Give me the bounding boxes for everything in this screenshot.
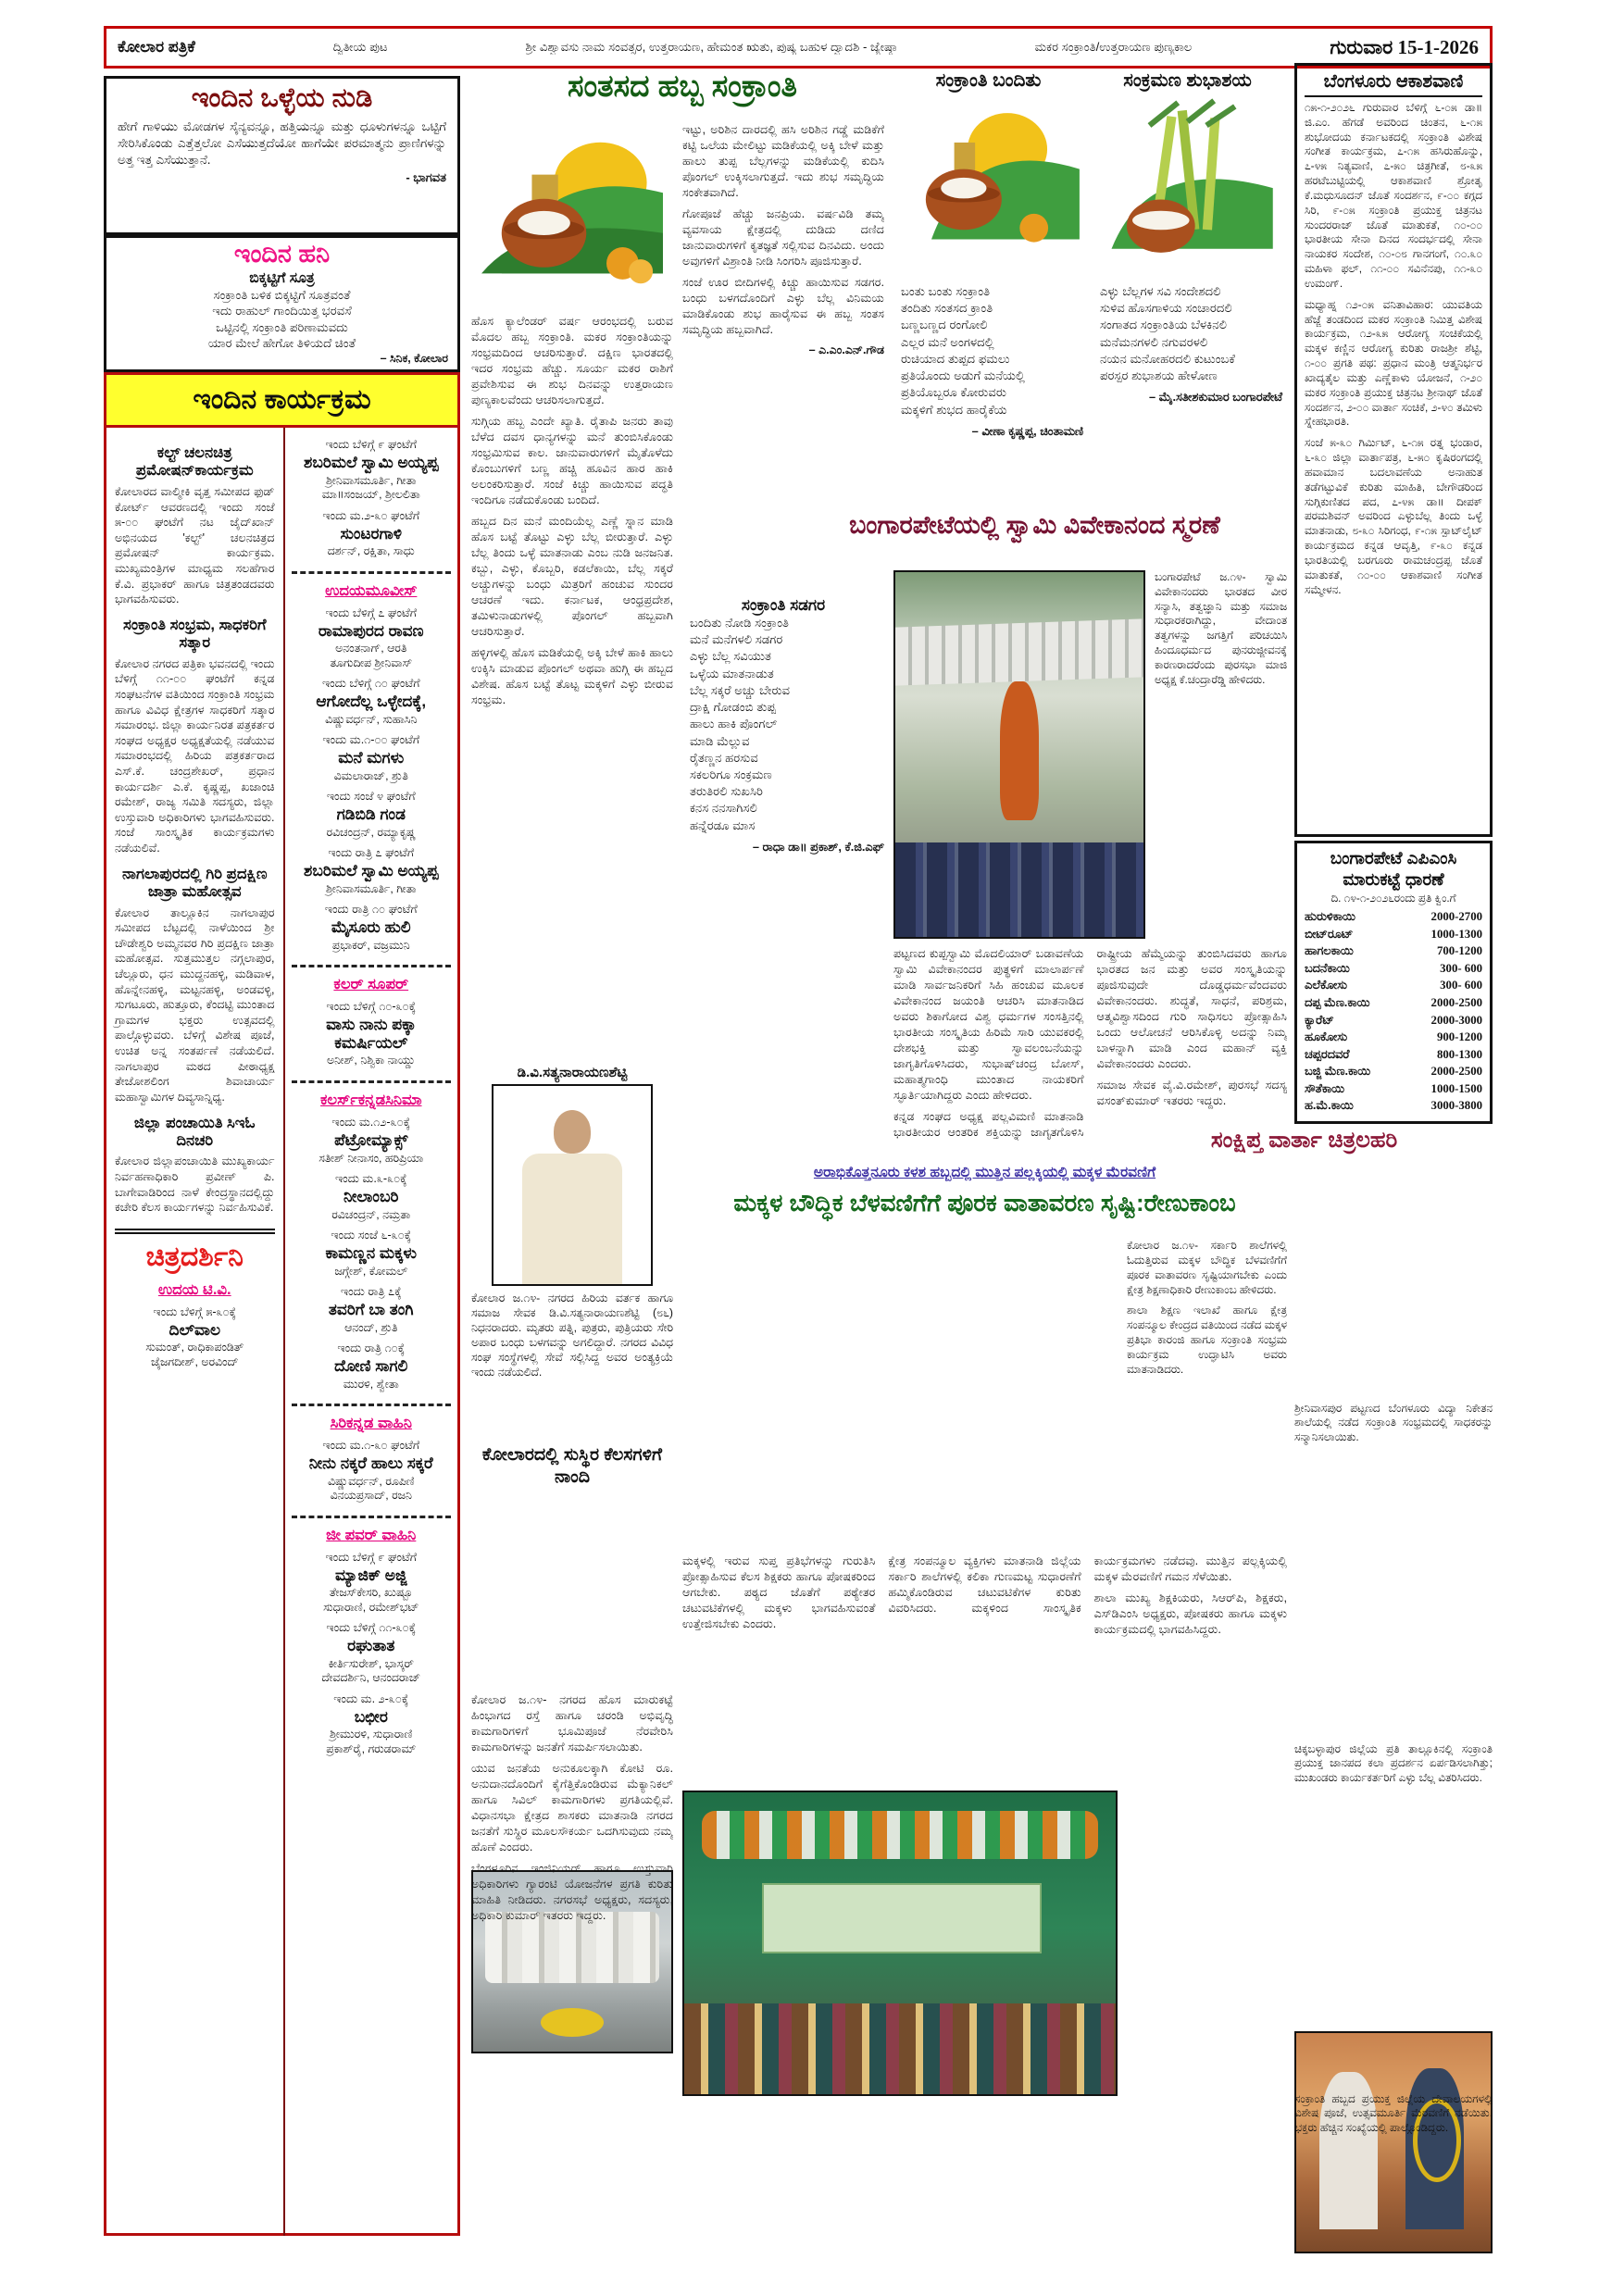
tv-show-time: ಇಂದು ಬೆಳಿಗ್ಗೆ ೫-೩೦ಕ್ಕೆ [153, 1304, 237, 1318]
story-paragraph: ಬಂಗಾರಪೇಟೆ ಜ.೧೪- ಸ್ವಾಮಿ ವಿವೇಕಾನಂದರು ಭಾರತದ ವೀರ ಸನ್ಯಾಸಿ, ತತ್ವಜ್ಞಾನಿ ಮತ್ತು ಸಮಾಜ ಸುಧಾರಕರಾಗಿದ್ದು, ವೇದಾಂತ ತತ್ವಗಳನ್ನು ಜಗತ್ತಿಗೆ ಪರಿಚಯಿಸಿ ಹಿಂದೂಧರ್ಮದ ಪುನರುಜ್ಜೀವನಕ್ಕೆ ಕಾರಣರಾದರೆಂದು ಪುರಸಭಾ ಮಾಜಿ ಅಧ್ಯಕ್ಷ ಕೆ.ಚಂದ್ರಾರೆಡ್ಡಿ ಹೇಳಿದರು. [1155, 570, 1287, 686]
radio-paragraph: ಮಧ್ಯಾಹ್ನ ೧೨-೦೫ ವನಿತಾವಿಹಾರ: ಯುವತಿಯ ಹೆಜ್ಜೆ ತಂಡದಿಂದ ಮಕರ ಸಂಕ್ರಾಂತಿ ನಿಮಿತ್ತ ವಿಶೇಷ ಕಾರ್ಯಕ್ರಮ, ೧೨-೩೫ ಆರೋಗ್ಯ ಸಂಚಿಕೆಯಲ್ಲಿ ಮಕ್ಕಳ ಕಣ್ಣಿನ ಆರೋಗ್ಯ ಕುರಿತು ರಾಜಶ್ರೀ ಶೆಟ್ಟಿ, ೧-೦೦ ಪ್ರಗತಿ ಪಥ: ಪ್ರಧಾನ ಮಂತ್ರಿ ಆತ್ಮನಿರ್ಭರ ಖಾದ್ಯತೈಲ ಮತ್ತು ಎಣ್ಣೆಕಾಳು ಯೋಜನೆ, ೧-೨೦ ಮಕರ ಸಂಕ್ರಾಂತಿ ಪ್ರಯುಕ್ತ ಚಿತ್ರನಟ ಶ್ರೀನಾಥ್ ಜೊತೆ ಸಂದರ್ಶನ, ೨-೦೦ ವಾರ್ತಾ ಸಂಚಿಕೆ, ೨-೪೦ ತಮಿಳು ಸ್ನೇಹಭಾರತಿ. [1305, 297, 1482, 429]
poem-line: ಮಕ್ಕಳಿಗೆ ಶುಭದ ಹಾರೈಕೆಯ [901, 402, 1007, 417]
story-kicker: ಅರಾಭಿಕೊತ್ತನೂರು ಕಳಶ ಹಬ್ಬದಲ್ಲಿ ಮುತ್ತಿನ ಪಲ್ಲಕ್ಕಿಯಲ್ಲಿ ಮಕ್ಕಳ ಮೆರವಣಿಗೆ [813, 1165, 1156, 1180]
story-paragraph: ಕೋಲಾರ ಜ.೧೪- ನಗರದ ಹೊಸ ಮಾರುಕಟ್ಟೆ ಹಿಂಭಾಗದ ರಸ್ತೆ ಹಾಗೂ ಚರಂಡಿ ಅಭಿವೃದ್ಧಿ ಕಾಮಗಾರಿಗಳಿಗೆ ಭೂಮಿಪೂಜೆ ನೆರವೇರಿಸಿ ಕಾಮಗಾರಿಗಳನ್ನು ಜನತೆಗೆ ಸಮರ್ಪಿಸಲಾಯಿತು. [471, 1693, 673, 1754]
poem-line: ಮಾಡಿ ಮೆಲ್ಲುವ [690, 733, 750, 748]
festival-label: ಮಕರ ಸಂಕ್ರಾಂತಿ/ಉತ್ತರಾಯಣ ಪುಣ್ಯಕಾಲ [1034, 40, 1193, 54]
commodity-price-range: 1000-1300 [1430, 927, 1482, 941]
tv-listing-item: ಮುರಳಿ, ಶ್ವೇತಾ [343, 1377, 399, 1391]
sankranti-paragraphs-b [682, 122, 884, 338]
tv-listing-item: ಇಂದು ಬೆಳಿಗ್ಗೆ ೧೧-೩೦ಕ್ಕೆ [326, 1621, 417, 1635]
story-paragraph: ಕೋಲಾರ ಜ.೧೪- ಸರ್ಕಾರಿ ಶಾಲೆಗಳಲ್ಲಿ ಓದುತ್ತಿರುವ ಮಕ್ಕಳ ಬೌದ್ಧಿಕ ಬೆಳವಣಿಗೆಗೆ ಪೂರಕ ವಾತಾವರಣ ಸೃಷ್ಟಿಯಾಗಬೇಕು ಎಂದು ಕ್ಷೇತ್ರ ಶಿಕ್ಷಣಾಧಿಕಾರಿ ರೇಣುಕಾಂಬ ಹೇಳಿದರು. [1127, 1239, 1287, 1296]
poem-line: ಮನೆಮನಗಳಲಿ ನಗುವರಳಲಿ [1100, 334, 1208, 349]
market-rate-row [1305, 1029, 1482, 1046]
commodity-name: ಸೌತೆಕಾಯಿ [1305, 1080, 1344, 1095]
program-entry [115, 444, 275, 607]
radio-paragraph: ೧೫-೧-೨೦೨೬ ಗುರುವಾರ ಬೆಳಿಗ್ಗೆ ೬-೦೫ ಡಾ॥ ಜಿ.ಎಂ. ಹೆಗಡೆ ಅವರಿಂದ ಚಿಂತನ, ೬-೧೫ ಶುಭೋದಯ ಕರ್ನಾಟಕದಲ್ಲಿ ಸಂಕ್ರಾಂತಿ ವಿಶೇಷ ಸಂಗೀತ ಕಾರ್ಯಕ್ರಮ, ೭-೧೫ ಹಸಿರುಹೊನ್ನು, ೭-೪೫ ನಿತ್ಯವಾಣಿ, ೭-೫೦ ಚಿತ್ರಗೀತೆ, ೮-೩೫ ಹರಟೆಬುಟ್ಟಿಯಲ್ಲಿ ಆಕಾಶವಾಣಿ ಶ್ರೋತೃ ಕೆ.ಮಧುಸೂದನ್ ಜೊತೆ ಸಂದರ್ಶನ, ೯-೦೦ ಕಗ್ಗದ ಸಿರಿ, ೯-೦೫ ಸಂಕ್ರಾಂತಿ ಪ್ರಯುಕ್ತ ಚಿತ್ರನಟ ಸುಂದರರಾಜ್ ಜೊತೆ ಮಾತುಕತೆ, ೧೦-೦೦ ಭಾರತೀಯ ಸೇನಾ ದಿನದ ಸಂದರ್ಭದಲ್ಲಿ ಸೇನಾ ನಾಯಕರ ಸಂದೇಶ, ೧೦-೦೮ ಗಾನಗಂಗೆ, ೧೦.೩೦ ಮಹಿಳಾ ಫಲ್, ೧೧-೦೦ ಸವಿನೆನಪು, ೧೧-೩೦ ಉಮಂಗ್. [1305, 101, 1482, 290]
tv-listing-item: ವಿಷ್ಣುವರ್ಧನ್, ಸುಹಾಸಿನಿ [325, 712, 418, 726]
tv-listing-item: ಶಬರಿಮಲೆ ಸ್ವಾಮಿ ಅಯ್ಯಪ್ಪ [304, 454, 439, 471]
commodity-price-range: 700-1200 [1436, 944, 1482, 958]
tv-listing-item: ತವರಿಗೆ ಬಾ ತಂಗಿ [328, 1301, 414, 1319]
poem-line: ಎಳ್ಳು ಬೆಲ್ಲ ಸವಿಯುತ [690, 649, 772, 664]
sustira-headline: ಕೋಲಾರದಲ್ಲಿ ಸುಸ್ಥಿರ ಕೆಲಸಗಳಿಗೆ ನಾಂದಿ [481, 1445, 663, 1487]
tv-listing-item: ಮ್ಯಾಜಿಕ್ ಅಜ್ಜಿ [334, 1566, 407, 1584]
obituary-block [471, 1065, 673, 1435]
tv-listing-item: ತೂಗುದೀಪ ಶ್ರೀನಿವಾಸ್ [330, 655, 413, 669]
story-paragraph: ಮಕ್ಕಳಲ್ಲಿ ಇರುವ ಸುಪ್ತ ಪ್ರತಿಭೆಗಳನ್ನು ಗುರುತಿಸಿ ಪ್ರೋತ್ಸಾಹಿಸುವ ಕೆಲಸ ಶಿಕ್ಷಕರು ಹಾಗೂ ಪೋಷಕರಿಂದ ಆಗಬೇಕು. ಪಠ್ಯದ ಜೊತೆಗೆ ಪಠ್ಯೇತರ ಚಟುವಟಿಕೆಗಳಲ್ಲಿ ಮಕ್ಕಳು ಭಾಗವಹಿಸುವಂತೆ ಉತ್ತೇಜಿಸಬೇಕು ಎಂದರು. [682, 1554, 876, 1631]
market-rate-row [1305, 942, 1482, 960]
tv-listing-item: ಜೀ ಪವರ್ ವಾಹಿನಿ [292, 1516, 452, 1544]
commodity-name: ಬದನೆಕಾಯಿ [1305, 960, 1350, 975]
brief-caption: ಶ್ರೀನಿವಾಸಪುರ ಪಟ್ಟಣದ ಬೆಂಗಳೂರು ವಿದ್ಯಾ ನಿಕೇತನ ಶಾಲೆಯಲ್ಲಿ ನಡೆದ ಸಂಕ್ರಾಂತಿ ಸಂಭ್ರಮದಲ್ಲಿ ಸಾಧಕರನ್ನು ಸನ್ಮಾನಿಸಲಾಯಿತು. [1294, 1402, 1493, 1443]
students-row-shape [895, 842, 1143, 937]
program-entry [115, 1115, 275, 1216]
tv-listing-item: ಇಂದು ಮ.೨-೩೦ ಘಂಟೆಗೆ [322, 508, 420, 522]
hani-line: ಯಾರ ಮೇಲೆ ಹೇಗೋ ತಿಳಿಯದೆ ಚಿಂತೆ [207, 336, 356, 351]
poem-line: ಎಲ್ಲರ ಮನೆ ಅಂಗಳದಲ್ಲಿ [901, 334, 994, 349]
tv-listing-item: ಇಂದು ರಾತ್ರಿ ೭ ಘಂಟೆಗೆ [328, 846, 415, 860]
commodity-name: ಚಪ್ಪರದವರೆ [1305, 1046, 1350, 1061]
tv-listing-item: ಶ್ರೀಮುರಳಿ, ಸುಧಾರಾಣಿ [330, 1728, 413, 1741]
tv-listing-item: ಪೆಟ್ರೋಮ್ಯಾಕ್ಸ್ [334, 1130, 408, 1149]
tv-listing-item: ಇಂದು ಬೆಳಿಗ್ಗೆ ೯ ಘಂಟೆಗೆ [325, 1550, 418, 1564]
program-entry-body: ಕೋಲಾರ ತಾಲ್ಲೂಕಿನ ನಾಗಲಾಪುರ ಸಮೀಪದ ಬೆಟ್ಟದಲ್ಲಿ ನಾಳೆಯಿಂದ ಶ್ರೀ ಚೌಡೇಶ್ವರಿ ಅಮ್ಮನವರ ಗಿರಿ ಪ್ರದಕ್ಷಿಣ ಜಾತ್ರಾ ಮಹೋತ್ಸವ. ಸುತ್ತಮುತ್ತಲ ನಗ್ಗಲಾಪುರ, ಚೆಲ್ಲೂರು, ಧನ ಮುದ್ದನಹಳ್ಳಿ, ಮಡಿವಾಳ, ಹೊನ್ನೇನಹಳ್ಳಿ, ಮಟ್ಟನಹಳ್ಳಿ, ಅಂಡವಳ್ಳಿ, ಸುಗಟೂರು, ಹುತ್ತೂರು, ಕೆಂದಟ್ಟಿ ಮುಂತಾದ ಗ್ರಾಮಗಳ ಭಕ್ತರು ಉತ್ಸವದಲ್ಲಿ ಪಾಲ್ಗೊಳ್ಳುವರು. ಬೆಳಿಗ್ಗೆ ವಿಶೇಷ ಪೂಜೆ, ಉಚಿತ ಅನ್ನ ಸಂತರ್ಪಣೆ ನಡೆಯಲಿದೆ. ನಾಗಲಾಪುರ ಮಠದ ಪೀಠಾಧ್ಯಕ್ಷ ತೇಜೋಶಲಿಂಗ ಶಿವಾಚಾರ್ಯ ಮಹಾಸ್ವಾಮಿಗಳ ದಿವ್ಯಸಾನ್ನಿಧ್ಯ. [115, 905, 275, 1104]
obituary-name: ಡಿ.ವಿ.ಸತ್ಯನಾರಾಯಣಶೆಟ್ಟಿ [517, 1065, 628, 1080]
story-paragraph: ಪಟ್ಟಣದ ಕುಪ್ಪಸ್ವಾಮಿ ಮೊದಲಿಯಾರ್ ಬಡಾವಣೆಯ ಸ್ವಾಮಿ ವಿವೇಕಾನಂದರ ಪುತ್ಥಳಿಗೆ ಮಾಲಾರ್ಪಣೆ ಮಾಡಿ ಸಾರ್ವಜನಿಕರಿಗೆ ಸಿಹಿ ಹಂಚುವ ಮೂಲಕ ವಿವೇಕಾನಂದ ಜಯಂತಿ ಆಚರಿಸಿ ಮಾತನಾಡಿದ ಅವರು ಶಿಕಾಗೋದ ವಿಶ್ವ ಧರ್ಮಗಳ ಸಂಸತ್ತಿನಲ್ಲಿ ಭಾರತೀಯ ಸಂಸ್ಕೃತಿಯ ಹಿರಿಮೆ ಸಾರಿ ಯುವಕರಲ್ಲಿ ದೇಶಭಕ್ತಿ ಮತ್ತು ಸ್ವಾವಲಂಬನೆಯನ್ನು ಜಾಗೃತಿಗೊಳಿಸಿದರು, ಸುಭಾಷ್‌ಚಂದ್ರ ಬೋಸ್, ಮಹಾತ್ಮಗಾಂಧಿ ಮುಂತಾದ ನಾಯಕರಿಗೆ ಸ್ಫೂರ್ತಿಯಾಗಿದ್ದರು ಎಂದು ಹೇಳಿದರು. [893, 947, 1084, 1103]
market-rates-box [1294, 841, 1493, 1124]
poem-line: ಪ್ರತಿಯೊಂದು ಅಡುಗೆ ಮನೆಯಲ್ಲಿ [901, 368, 1025, 383]
tv-film-cast: ಜೈಜಗದೀಶ್, ಅರವಿಂದ್ [150, 1354, 239, 1368]
poem-lines [893, 283, 1083, 418]
tv-listing-item: ಪ್ರಭಾಕರ್, ವಜ್ರಮುನಿ [331, 938, 410, 952]
poem-line: ರೈತಣ್ಣನ ಹರಸುವ [690, 750, 758, 765]
radio-schedule-box [1294, 63, 1493, 837]
shed-roof-shape [895, 618, 1143, 685]
tv-listing-item: ಶ್ರೀನಿವಾಸಮೂರ್ತಿ, ಗೀತಾ [325, 473, 417, 487]
hani-subtitle: ಬಿಕ್ಕಟ್ಟಿಗೆ ಸೂತ್ರ [249, 270, 315, 286]
commodity-name: ಬಜ್ಜಿ ಮೆಣ.ಕಾಯಿ [1305, 1064, 1371, 1079]
pongal-pot-illustration [893, 92, 1083, 273]
market-rate-row [1305, 977, 1482, 994]
photo-obituary-portrait [492, 1084, 653, 1286]
tv-listing-item: ರವಿಚಂದ್ರನ್, ರಮ್ಯಾಕೃಷ್ಣ [326, 825, 416, 839]
commodity-price-range: 300- 600 [1440, 961, 1482, 975]
poem-lines [1093, 283, 1282, 384]
poem-banditu [893, 70, 1083, 505]
poem-attribution: – ವೀಣಾ ಕೃಷ್ಣಪ್ಪ, ಚಿಂತಾಮಣಿ [971, 423, 1083, 438]
sankranti-headline: ಸಂತಸದ ಹಬ್ಬ ಸಂಕ್ರಾಂತಿ [568, 69, 797, 103]
market-rate-row [1305, 1063, 1482, 1080]
statue-shape [1000, 681, 1040, 820]
tv-listing-item: ಸುಂಟರಗಾಳಿ [340, 524, 403, 543]
commodity-price-range: 2000-2700 [1430, 910, 1482, 924]
program-entries [115, 444, 275, 1216]
poem-line: ಸಂಗಾತದ ಸಂಕ್ರಾಂತಿಯ ಬೆಳಕಿನಲಿ [1100, 318, 1228, 332]
tv-listing-item: ಇಂದು ಸಂಜೆ ೪ ಘಂಟೆಗೆ [326, 790, 416, 804]
program-entry [115, 617, 275, 856]
tv-listing-item: ಮಾ॥ಸಂಜಯ್, ಶ್ರೀಲಲಿತಾ [321, 488, 420, 502]
chitradarshini-title: ಚಿತ್ರದರ್ಶಿನಿ [145, 1241, 244, 1272]
commodity-price-range: 3000-3800 [1430, 1099, 1482, 1113]
poem-line: ಬಂತು ಬಂತು ಸಂಕ್ರಾಂತಿ [901, 284, 991, 298]
program-entry-title: ಸಂಕ್ರಾಂತಿ ಸಂಭ್ರಮ, ಸಾಧಕರಿಗೆ ಸತ್ಕಾರ [122, 616, 267, 652]
tv-film-cast: ಸುಮಂತ್, ರಾಧಿಕಾಪಂಡಿತ್ [145, 1341, 244, 1354]
poem-line: ಪ್ರತಿಯೊಬ್ಬರೂ ಕೋರುವರು [901, 385, 1006, 400]
program-entry-body: ಕೋಲಾರದ ವಾಲ್ಮೀಕಿ ವೃತ್ತ ಸಮೀಪದ ಫುಡ್ ಕೋರ್ಟ್ ಆವರಣದಲ್ಲಿ ಇಂದು ಸಂಜೆ ೫-೦೦ ಘಂಟೆಗೆ ನಟ ಜೈದ್‌ಖಾನ್ ಅಭಿನಯದ 'ಕಲ್ಟ್' ಚಲನಚಿತ್ರದ ಪ್ರಮೋಷನ್ ಕಾರ್ಯಕ್ರಮ. ಮುಖ್ಯಮಂತ್ರಿಗಳ ಮಾಧ್ಯಮ ಸಲಹೆಗಾರ ಕೆ.ವಿ. ಪ್ರಭಾಕರ್ ಹಾಗೂ ಚಿತ್ರತಂಡದವರು ಭಾಗವಹಿಸುವರು. [115, 484, 275, 606]
hani-attribution: – ಸಿನಿಕ, ಕೋಲಾರ [380, 351, 448, 365]
program-entry-title: ನಾಗಲಾಪುರದಲ್ಲಿ ಗಿರಿ ಪ್ರದಕ್ಷಿಣ ಜಾತ್ರಾ ಮಹೋತ್ಸವ [121, 865, 268, 901]
good-word-title: ಇಂದಿನ ಒಳ್ಳೆಯ ನುಡಿ [191, 83, 373, 113]
commodity-price-range: 2000-2500 [1430, 995, 1482, 1009]
portrait-head-shape [554, 1110, 592, 1154]
tv-listing-item: ನೀನು ನಕ್ಕರೆ ಹಾಲು ಸಕ್ಕರೆ [308, 1454, 433, 1473]
story-paragraph: ಸಂಜೆ ಊರ ಬೀದಿಗಳಲ್ಲಿ ಕಿಚ್ಚು ಹಾಯಿಸುವ ಸಡಗರ. ಬಂಧು ಬಳಗದೊಂದಿಗೆ ಎಳ್ಳು ಬೆಲ್ಲ ವಿನಿಮಯ ಮಾಡಿಕೊಂಡು ಶುಭ ಹಾರೈಸುವ ಈ ಹಬ್ಬ ಸಂತಸ ಸಮೃದ್ಧಿಯ ಹಬ್ಬವಾಗಿದೆ. [682, 276, 884, 337]
poem-line: ತಂದಿತು ಸಂತಸದ ಕ್ರಾಂತಿ [901, 301, 993, 316]
commodity-name: ದಪ್ಪ ಮೆಣ.ಕಾಯಿ [1305, 994, 1370, 1009]
poem-line: ಬೆಲ್ಲ ಸಕ್ಕರೆ ಅಚ್ಚು ಬೇರುವ [690, 682, 791, 697]
commodity-price-range: 800-1300 [1436, 1047, 1482, 1061]
poem-line: ಪರಸ್ಪರ ಶುಭಾಶಯ ಹೇಳೋಣ [1100, 368, 1218, 383]
poem-line: ಬಣ್ಣಬಣ್ಣದ ರಂಗೋಲಿ [901, 318, 988, 332]
tv-listing-item: ರಘುತಾತ [347, 1637, 395, 1655]
poem-line: ಹಾಲು ಹಾಕಿ ಪೊಂಗಲ್ [690, 717, 778, 731]
tv-listing-item: ಕಾಮಣ್ಣನ ಮಕ್ಕಳು [325, 1244, 417, 1263]
poem-sadagara [682, 596, 884, 1152]
tv-listing-item: ಉದಯಮೂವೀಸ್ [292, 571, 452, 600]
tv-listing-item: ಇಂದು ಬೆಳಿಗ್ಗೆ ೧೦-೩೦ಕ್ಕೆ [326, 1000, 417, 1014]
tv-listing-item: ಇಂದು ಮ.೩-೩೦ಕ್ಕೆ [334, 1172, 407, 1186]
tv-listing-item: ಮನೆ ಮಗಳು [338, 749, 405, 767]
story-paragraph: ಕನ್ನಡ ಸಂಘದ ಅಧ್ಯಕ್ಷ ಪಲ್ಲವಿಮಣಿ ಮಾತನಾಡಿ ಭಾರತೀಯರ ಆಂತರಿಕ ಶಕ್ತಿಯನ್ನು ಜಾಗೃತಗೊಳಿಸಿ ರಾಷ್ಟ್ರೀಯ ಹೆಮ್ಮೆಯನ್ನು ತುಂಬಿಸಿದವರು ಹಾಗೂ ಭಾರತದ ಜನ ಮತ್ತು ಅವರ ಸಂಸ್ಕೃತಿಯನ್ನು ಪೂಜಿಸುವುದೇ ದೊಡ್ಡಧರ್ಮವೆಂದವರು ವಿವೇಕಾನಂದರು. ಶುದ್ಧತೆ, ಸಾಧನೆ, ಪರಿಶ್ರಮ, ಆತ್ಮವಿಶ್ವಾಸದಿಂದ ಗುರಿ ಸಾಧಿಸಲು ಪ್ರೋತ್ಸಾಹಿಸಿ ಒಂದು ಆಲೋಚನೆ ಆರಿಸಿಕೊಳ್ಳಿ ಅದನ್ನು ನಿಮ್ಮ ಬಾಳನ್ನಾಗಿ ಮಾಡಿ ಎಂದ ಮಹಾನ್ ವ್ಯಕ್ತಿ ವಿವೇಕಾನಂದರು ಎಂದರು. [893, 947, 1287, 1140]
tv-listing-item: ವಿಷ್ಣುವರ್ಧನ್, ರೂಪಿಣಿ [328, 1474, 415, 1488]
poem-attribution: – ರಾಧಾ ಡಾ॥ ಪ್ರಕಾಶ್, ಕೆ.ಜಿ.ಎಫ್ [752, 839, 884, 854]
market-rate-row [1305, 994, 1482, 1012]
commodity-price-range: 2000-3000 [1430, 1013, 1482, 1027]
poem-line: ಮನೆ ಮನೆಗಳಲಿ ಸಡಗರ [690, 632, 783, 647]
brief-caption: ಚಿಕ್ಕಬಳ್ಳಾಪುರ ಜಿಲ್ಲೆಯ ಪ್ರತಿ ತಾಲ್ಲೂಕಿನಲ್ಲಿ ಸಂಕ್ರಾಂತಿ ಪ್ರಯುಕ್ತ ಜಾನಪದ ಕಲಾ ಪ್ರದರ್ಶನ ಏರ್ಪಡಿಸಲಾಗಿತ್ತು; ಮುಖಂಡರು ಕಾರ್ಯಕರ್ತರಿಗೆ ಎಳ್ಳು ಬೆಲ್ಲ ವಿತರಿಸಿದರು. [1294, 1742, 1493, 1784]
tv-listing-item: ವಿನಯಪ್ರಸಾದ್, ರಜನಿ [330, 1489, 412, 1503]
market-rate-table [1305, 908, 1482, 1115]
good-word-body: ಹೇಗೆ ಗಾಳಿಯು ಮೋಡಗಳ ಸೈನ್ಯವನ್ನೂ, ಹತ್ತಿಯನ್ನೂ ಮತ್ತು ಧೂಳುಗಳನ್ನೂ ಒಟ್ಟಿಗೆ ಸೇರಿಸಿಕೊಂಡು ಎತ್ತೆತ್ತಲೋ ಎಸೆಯುತ್ತದೆಯೋ ಹಾಗೆಯೇ ಪರಮಾತ್ಮನು ಪ್ರಾಣಿಗಳನ್ನು ಅತ್ತ ಇತ್ತ ಎಸೆಯುತ್ತಾನೆ. [118, 119, 446, 167]
tv-listing-item: ಇಂದು ಮ.೧-೩೦ ಘಂಟೆಗೆ [322, 1439, 420, 1453]
poem-line: ಸಕಲರಿಗೂ ಸಂಕ್ರಮಣ [690, 767, 772, 781]
tv-listing-item: ಶಬರಿಮಲೆ ಸ್ವಾಮಿ ಅಯ್ಯಪ್ಪ [304, 862, 439, 880]
programs-column [106, 428, 285, 2236]
market-rate-row [1305, 908, 1482, 926]
sustira-body [471, 1692, 673, 2236]
commodity-price-range: 300- 600 [1440, 979, 1482, 992]
brief-caption: ಸಂಕ್ರಾಂತಿ ಹಬ್ಬದ ಪ್ರಯುಕ್ತ ಜಿಲ್ಲೆಯ ದೇವಾಲಯಗಳಲ್ಲಿ ವಿಶೇಷ ಪೂಜೆ, ಉತ್ಸವಮೂರ್ತಿ ಮೆರವಣಿಗೆ ನಡೆಯಿತು. ಭಕ್ತರು ಹೆಚ್ಚಿನ ಸಂಖ್ಯೆಯಲ್ಲಿ ಪಾಲ್ಗೊಂಡಿದ್ದರು. [1294, 2092, 1493, 2134]
good-word-attribution: - ಭಾಗವತ [406, 169, 446, 184]
tv-listing-item: ಸುಧಾರಾಣಿ, ರಮೇಶ್‌ಭಟ್ [323, 1600, 419, 1614]
poem-line: ದ್ರಾಕ್ಷಿ ಗೋಡಂಬಿ ತುಪ್ಪ [690, 700, 776, 715]
programs-columns [106, 428, 457, 2236]
market-rate-row [1305, 926, 1482, 943]
portrait-body-shape [522, 1154, 623, 1284]
program-entry-body: ಕೋಲಾರ ನಗರದ ಪತ್ರಿಕಾ ಭವನದಲ್ಲಿ ಇಂದು ಬೆಳಿಗ್ಗೆ ೧೧-೦೦ ಘಂಟೆಗೆ ಕನ್ನಡ ಸಂಘಟನೆಗಳ ವತಿಯಿಂದ ಸಂಕ್ರಾಂತಿ ಸಂಭ್ರಮ ಹಾಗೂ ವಿವಿಧ ಕ್ಷೇತ್ರಗಳ ಸಾಧಕರಿಗೆ ಸತ್ಕಾರ ಸಮಾರಂಭ. ಜಿಲ್ಲಾ ಕಾರ್ಯನಿರತ ಪತ್ರಕರ್ತರ ಸಂಘದ ಅಧ್ಯಕ್ಷರ ಅಧ್ಯಕ್ಷತೆಯಲ್ಲಿ ನಡೆಯುವ ಸಮಾರಂಭದಲ್ಲಿ ಹಿರಿಯ ಪತ್ರಕರ್ತರಾದ ಎಸ್.ಕೆ. ಚಂದ್ರಶೇಖರ್, ಪ್ರಧಾನ ಕಾರ್ಯದರ್ಶಿ ಎ.ಕೆ. ಕೃಷ್ಣಪ್ಪ, ಖಜಾಂಚಿ ರಮೇಶ್, ರಾಜ್ಯ ಸಮಿತಿ ಸದಸ್ಯರು, ಜಿಲ್ಲಾ ಉಸ್ತುವಾರಿ ಅಧಿಕಾರಿಗಳು ಭಾಗವಹಿಸುವರು. ಸಂಜೆ ಸಾಂಸ್ಕೃತಿಕ ಕಾರ್ಯಕ್ರಮಗಳು ನಡೆಯಲಿವೆ. [115, 656, 275, 855]
date-label: ಗುರುವಾರ 15-1-2026 [1330, 35, 1479, 58]
vivekananda-body-text [893, 946, 1287, 1154]
story-paragraph: ಯುವ ಜನತೆಯ ಅನುಕೂಲಕ್ಕಾಗಿ ಕೋಟಿ ರೂ. ಅನುದಾನದೊಂದಿಗೆ ಕೈಗೆತ್ತಿಕೊಂಡಿರುವ ಮೆಕ್ಯಾನಿಕಲ್ ಹಾಗೂ ಸಿವಿಲ್ ಕಾಮಗಾರಿಗಳು ಪ್ರಗತಿಯಲ್ಲಿವೆ. ವಿಧಾನಸಭಾ ಕ್ಷೇತ್ರದ ಶಾಸಕರು ಮಾತನಾಡಿ ನಗರದ ಜನತೆಗೆ ಸುಸ್ಥಿರ ಮೂಲಸೌಕರ್ಯ ಒದಗಿಸುವುದು ನಮ್ಮ ಹೊಣೆ ಎಂದರು. [471, 1762, 673, 1854]
radio-paragraph: ಸಂಜೆ ೫-೩೦ ಗಿರ್ಮಿಟ್, ೬-೧೫ ರತ್ನ ಭಂಡಾರ, ೬-೩೦ ಜಿಲ್ಲಾ ವಾರ್ತಾಪತ್ರ, ೬-೫೦ ಕೃಷಿರಂಗದಲ್ಲಿ ಹವಾಮಾನ ಬದಲಾವಣೆಯ ಅನಾಹುತ ತಡೆಗಟ್ಟುವಿಕೆ ಕುರಿತು ಮಾಹಿತಿ, ಬೇಗೌಡರಿಂದ ಸುಗ್ಗಿಕುಣಿತದ ಪದ, ೭-೪೫ ಡಾ॥ ದೀಪಕ್ ಪರಮಶಿವನ್ ಅವರಿಂದ ಎಳ್ಳುಬೆಲ್ಲ ತಿಂದು ಒಳ್ಳೆ ಮಾತನಾಡು, ೮-೩೦ ಸಿರಿಗಂಧ, ೯-೧೫ ಸ್ಪಾಟ್‌ಲೈಟ್ ಕಾರ್ಯಕ್ರಮದ ಕನ್ನಡ ಆವೃತ್ತಿ, ೯-೩೦ ಕನ್ನಡ ಭಾರತಿಯಲ್ಲಿ ಬರಗೂರು ರಾಮಚಂದ್ರಪ್ಪ ಜೊತೆ ಮಾತುಕತೆ, ೧೦-೦೦ ಆಕಾಶವಾಣಿ ಸಂಗೀತ ಸಮ್ಮೇಳನ. [1305, 436, 1482, 596]
story-paragraph: ಹೊಸ ಕ್ಯಾಲೆಂಡರ್ ವರ್ಷ ಆರಂಭದಲ್ಲಿ ಬರುವ ಮೊದಲ ಹಬ್ಬ ಸಂಕ್ರಾಂತಿ. ಮಕರ ಸಂಕ್ರಾಂತಿಯನ್ನು ಸಂಭ್ರಮದಿಂದ ಆಚರಿಸುತ್ತಾರೆ. ದಕ್ಷಿಣ ಭಾರತದಲ್ಲಿ ಇದರ ಸಂಭ್ರಮ ಹೆಚ್ಚು. ಸೂರ್ಯ ಮಕರ ರಾಶಿಗೆ ಪ್ರವೇಶಿಸುವ ಈ ಶುಭ ದಿನವನ್ನು ಉತ್ತರಾಯಣ ಪುಣ್ಯಕಾಲವೆಂದು ಆಚರಿಸಲಾಗುತ್ತದೆ. [471, 315, 673, 407]
story-paragraph: ಶಾಲಾ ಮುಖ್ಯ ಶಿಕ್ಷಕಿಯರು, ಸಿಆರ್‌ಪಿ, ಶಿಕ್ಷಕರು, ಎಸ್‌ಡಿಎಂಸಿ ಅಧ್ಯಕ್ಷರು, ಪೋಷಕರು ಹಾಗೂ ಮಕ್ಕಳು ಕಾರ್ಯಕ್ರಮದಲ್ಲಿ ಭಾಗವಹಿಸಿದ್ದರು. [1093, 1591, 1287, 1637]
hani-lines [116, 287, 448, 352]
paper-name: ಕೋಲಾರ ಪತ್ರಿಕೆ [118, 38, 195, 56]
story-paragraph: ಬೆಂಗಳೂರಿನ ಇಂಜಿನಿಯರ್ ಹಾಗೂ ಉಸ್ತುವಾರಿ ಅಧಿಕಾರಿಗಳು ಗ್ಯಾರಂಟಿ ಯೋಜನೆಗಳ ಪ್ರಗತಿ ಕುರಿತು ಮಾಹಿತಿ ನೀಡಿದರು. ನಗರಸಭೆ ಅಧ್ಯಕ್ಷರು, ಸದಸ್ಯರು, ಅಧಿಕಾರಿ ಕುಮಾರ್ ಇತರರು ಇದ್ದರು. [471, 1862, 673, 1923]
tv-listing-item: ಪ್ರಕಾಶ್‌ರೈ, ಗರುಡರಾಮ್ [326, 1741, 417, 1755]
hani-line: ಸಂಕ್ರಾಂತಿ ಬಳಿಕ ಬಿಕ್ಕಟ್ಟಿಗೆ ಸೂತ್ರವಂತೆ [213, 288, 351, 302]
good-word-box [104, 76, 460, 235]
tv-listing-item: ಇಂದು ರಾತ್ರಿ ೭ಕ್ಕೆ [340, 1285, 402, 1299]
children-side-text [1127, 1239, 1287, 1544]
briefs-headline: ಸಂಕ್ಷಿಪ್ತ ವಾರ್ತಾ ಚಿತ್ರಲಹರಿ [1210, 1128, 1398, 1153]
market-rate-row [1305, 1012, 1482, 1029]
tv-listing-item: ದರ್ಶನ್, ರಕ್ಷಿತಾ, ಸಾಧು [327, 544, 415, 558]
tv-listing-item: ಇಂದು ಸಂಜೆ ೬-೩೦ಕ್ಕೆ [331, 1229, 412, 1242]
poem-line: ಬಂದಿತು ನೋಡಿ ಸಂಕ್ರಾಂತಿ [690, 616, 790, 630]
program-entry-body: ಕೋಲಾರ ಜಿಲ್ಲಾಪಂಚಾಯಿತಿ ಮುಖ್ಯಕಾರ್ಯ ನಿರ್ವಹಣಾಧಿಕಾರಿ ಪ್ರವೀಣ್ ಪಿ. ಬಾಗೇವಾಡಿರಿಂದ ನಾಳೆ ಕೇಂದ್ರಸ್ಥಾನದಲ್ಲಿದ್ದು ಕಚೇರಿ ಕೆಲಸ ಕಾರ್ಯಗಳನ್ನು ನಿರ್ವಹಿಸುವಿಕೆ. [115, 1154, 275, 1215]
tv-listing-item: ಇಂದು ರಾತ್ರಿ ೧೦ ಘಂಟೆಗೆ [324, 903, 418, 917]
children-body-text [682, 1554, 1287, 2236]
story-paragraph: ಶಾಲಾ ಶಿಕ್ಷಣ ಇಲಾಖೆ ಹಾಗೂ ಕ್ಷೇತ್ರ ಸಂಪನ್ಮೂಲ ಕೇಂದ್ರದ ವತಿಯಿಂದ ನಡೆದ ಮಕ್ಕಳ ಪ್ರತಿಭಾ ಕಾರಂಜಿ ಹಾಗೂ ಸಂಕ್ರಾಂತಿ ಸಂಭ್ರಮ ಕಾರ್ಯಕ್ರಮ ಉದ್ಘಾಟಿಸಿ ಅವರು ಮಾತನಾಡಿದರು. [1127, 1303, 1287, 1376]
story-paragraph: ಗೋಪೂಜೆ ಹೆಚ್ಚು ಜನಪ್ರಿಯ. ವರ್ಷವಿಡಿ ತಮ್ಮ ವ್ಯವಸಾಯ ಕ್ಷೇತ್ರದಲ್ಲಿ ದುಡಿದು ದಣಿದ ಜಾನುವಾರುಗಳಿಗೆ ಕೃತಜ್ಞತೆ ಸಲ್ಲಿಸುವ ದಿನವಿದು. ಅಂದು ಅವುಗಳಿಗೆ ವಿಶ್ರಾಂತಿ ನೀಡಿ ಸಿಂಗರಿಸಿ ಪೂಜಿಸುತ್ತಾರೆ. [682, 207, 884, 268]
story-paragraph: ಸುಗ್ಗಿಯ ಹಬ್ಬ ಎಂದೇ ಖ್ಯಾತಿ. ರೈತಾಪಿ ಜನರು ತಾವು ಬೆಳೆದ ದವಸ ಧಾನ್ಯಗಳನ್ನು ಮನೆ ತುಂಬಿಸಿಕೊಂಡು ಸಂಭ್ರಮಿಸುವ ಕಾಲ. ಜಾನುವಾರುಗಳಿಗೆ ಮೈತೊಳೆದು ಕೊಂಬುಗಳಿಗೆ ಬಣ್ಣ ಹಚ್ಚಿ ಹೂವಿನ ಹಾರ ಹಾಕಿ ಅಲಂಕರಿಸುತ್ತಾರೆ. ಸಂಜೆ ಕಿಚ್ಚು ಹಾಯಿಸುವ ಪದ್ಧತಿ ಇಂದಿಗೂ ನಡೆದುಕೊಂಡು ಬಂದಿದೆ. [471, 415, 673, 507]
radio-paragraphs [1305, 101, 1482, 597]
hani-title: ಇಂದಿನ ಹನಿ [233, 240, 331, 268]
market-subtitle: ದಿ. ೧೪-೧-೨೦೨೬ರಂದು ಪ್ರತಿ ಕ್ವಿಂ.ಗೆ [1330, 892, 1456, 905]
market-rate-row [1305, 1080, 1482, 1098]
programs-box [104, 372, 460, 2236]
programs-title: ಇಂದಿನ ಕಾರ್ಯಕ್ರಮ [106, 375, 457, 428]
poem-line: ನಯನ ಮನೋಹರದಲಿ ಕುಟುಂಬಕೆ [1100, 351, 1235, 366]
panchanga-line: ಶ್ರೀ ವಿಶ್ವಾವಸು ನಾಮ ಸಂವತ್ಸರ, ಉತ್ತರಾಯಣ, ಹೇಮಂತ ಋತು, ಪುಷ್ಯ ಬಹುಳ ದ್ವಾದಶಿ - ಜ್ಯೇಷ್ಠಾ [525, 40, 897, 54]
tv-listing-item: ಬಛೀರ [354, 1707, 388, 1726]
hani-line: ಇದು ರಾಹುಲ್ ಗಾಂದಿಯಿತ್ತ ಭರವಸೆ [212, 304, 352, 318]
sankranti-paragraphs-a [471, 314, 673, 708]
tv-listing-item: ಇಂದು ಬೆಳಿಗ್ಗೆ ೯ ಘಂಟೆಗೆ [325, 438, 418, 451]
article-author: – ಎ.ಎಂ.ಎನ್.ಗೌಡ [808, 343, 884, 357]
tv-listing-item: ಇಂದು ಬೆಳಿಗ್ಗೆ ೧೦ ಘಂಟೆಗೆ [321, 677, 420, 691]
sankranti-column-a [471, 122, 673, 1061]
market-title-line1: ಬಂಗಾರಪೇಟೆ ಎಪಿಎಂಸಿ [1330, 848, 1457, 867]
program-entry-title: ಜಿಲ್ಲಾ ಪಂಚಾಯಿತಿ ಸಿಇಓ ದಿನಚರಿ [133, 1114, 256, 1149]
commodity-name: ಬೀಟ್‌ರೂಟ್ [1305, 926, 1354, 941]
market-rate-row [1305, 960, 1482, 978]
today-hani-box [104, 235, 460, 372]
tv-film-title: ದಿಲ್‌ವಾಲ [169, 1320, 220, 1339]
sugarcane-illustration [1093, 92, 1282, 273]
tv-listing-item: ರವಿಚಂದ್ರನ್, ನಮ್ರತಾ [331, 1207, 411, 1221]
commodity-price-range: 1000-1500 [1430, 1081, 1482, 1095]
story-paragraph: ಸಮಾಜ ಸೇವಕ ವೈ.ವಿ.ರಮೇಶ್, ಪುರಸಭೆ ಸದಸ್ಯ ವಸಂತ್‌ಕುಮಾರ್ ಇತರರು ಇದ್ದರು. [1096, 1079, 1287, 1108]
chitradarshini-section [115, 1229, 275, 1370]
tv-listing-item: ತೇಜಸ್‌ಕೇಸರಿ, ಖುಷ್ಬೂ [329, 1586, 413, 1600]
commodity-name: ಹ.ಮೆ.ಕಾಯಿ [1305, 1098, 1354, 1113]
tv-listing-item: ಕಲರ್ ಸೂಪರ್ [292, 965, 452, 993]
tv-listing-item: ಅನಂತನಾಗ್, ಆರತಿ [335, 642, 407, 655]
tv-listing-item: ಸಿರಿಕನ್ನಡ ವಾಹಿನಿ [292, 1404, 452, 1432]
tv-listing-item: ನೀಲಾಂಬರಿ [344, 1188, 399, 1206]
poem-line: ಒಳ್ಳೆಯ ಮಾತನಾಡುತ [690, 666, 774, 680]
commodity-name: ಹೂಕೋಸು [1305, 1029, 1348, 1044]
radio-title: ಬೆಂಗಳೂರು ಆಕಾಶವಾಣಿ [1305, 71, 1482, 97]
tv-listing-item: ಅನೀಶ್, ನಿಶ್ವಿಕಾ ನಾಯ್ಡು [327, 1054, 416, 1067]
tv-listing-item: ದೇವದರ್ಶಿನಿ, ಆನಂದರಾಜ್ [321, 1671, 421, 1685]
tv-channel-name: ಉದಯ ಟಿ.ವಿ. [157, 1280, 231, 1298]
photo-vivekananda-statue-with-students [893, 570, 1145, 939]
poem-title: ಸಂಕ್ರಮಣ ಶುಭಾಶಯ [1123, 70, 1252, 91]
poem-title: ಸಂಕ್ರಾಂತಿ ಬಂದಿತು [935, 70, 1042, 91]
tv-listing-item: ಶ್ರೀನಿವಾಸಮೂರ್ತಿ, ಗೀತಾ [325, 881, 417, 895]
tv-listing-item: ಆಗೋದೆಲ್ಲ ಒಳ್ಳೇದಕ್ಕೆ, [316, 693, 427, 711]
tv-listing-item: ಇಂದು ಮ.೧೨-೩೦ಕ್ಕೆ [331, 1115, 411, 1129]
poem-title: ಸಂಕ್ರಾಂತಿ ಸಡಗರ [741, 596, 826, 614]
poem-line: ಹನ್ನೆರಡೂ ಮಾಸ [690, 817, 756, 832]
poem-line: ಕನಸ ನನಸಾಗಿಸಲಿ [690, 801, 757, 816]
commodity-price-range: 2000-2500 [1430, 1065, 1482, 1079]
commodity-name: ಹುರುಳಿಕಾಯಿ [1305, 909, 1355, 924]
story-paragraph: ಹಬ್ಬದ ದಿನ ಮನೆ ಮಂದಿಯೆಲ್ಲ ಎಣ್ಣೆ ಸ್ನಾನ ಮಾಡಿ ಹೊಸ ಬಟ್ಟೆ ತೊಟ್ಟು ಎಳ್ಳು ಬೆಲ್ಲ ಬೀರುತ್ತಾರೆ. ಎಳ್ಳು ಬೆಲ್ಲ ತಿಂದು ಒಳ್ಳೆ ಮಾತನಾಡು ಎಂಬ ನುಡಿ ಜನಜನಿತ. ಕಬ್ಬು, ಎಳ್ಳು, ಕೊಬ್ಬರಿ, ಕಡಲೆಕಾಯಿ, ಬೆಲ್ಲ ಸಕ್ಕರೆ ಅಚ್ಚುಗಳನ್ನು ಬಂಧು ಮಿತ್ರರಿಗೆ ಹಂಚುವ ಸುಂದರ ಆಚರಣೆ ಇದು. ಕರ್ನಾಟಕ, ಆಂಧ್ರಪ್ರದೇಶ, ತಮಿಳುನಾಡುಗಳಲ್ಲಿ ಪೊಂಗಲ್ ಹಬ್ಬವಾಗಿ ಆಚರಿಸುತ್ತಾರೆ. [471, 515, 673, 639]
tv-listing-item: ರಾಮಾಪುರದ ರಾವಣ [318, 621, 424, 640]
tv-listing-item: ಸತೀಶ್ ನೀನಾಸಂ, ಹರಿಪ್ರಿಯಾ [319, 1151, 424, 1165]
tv-listing-item: ಮೈಸೂರು ಹುಲಿ [331, 918, 411, 937]
tv-listing-item: ವಾಸು ನಾನು ಪಕ್ಕಾ ಕಮರ್ಷಿಯಲ್ [326, 1016, 417, 1052]
program-entry-title: ಕಲ್ಟ್ ಚಲನಚಿತ್ರ ಪ್ರಮೋಷನ್‌ಕಾರ್ಯಕ್ರಮ [135, 444, 254, 480]
market-rate-row [1305, 1046, 1482, 1064]
children-headline: ಮಕ್ಕಳ ಬೌದ್ಧಿಕ ಬೆಳವಣಿಗೆಗೆ ಪೂರಕ ವಾತಾವರಣ ಸೃಷ್ಟಿ:ರೇಣುಕಾಂಬ [733, 1189, 1236, 1217]
tv-listing-item: ಇಂದು ಮ.೧-೦೦ ಘಂಟೆಗೆ [322, 733, 420, 747]
masthead-banner [104, 26, 1493, 69]
hani-line: ಒಟ್ಟಿನಲ್ಲಿ ಸಂಕ್ರಾಂತಿ ಪರಿಣಾಮವದು [216, 319, 348, 334]
tv-listing-item: ಕೀರ್ತಿಸುರೇಶ್, ಭಾಸ್ಕರ್ [328, 1656, 414, 1670]
poem-shubhashaya [1093, 70, 1282, 517]
tv-listing-item: ವಿಮಲಾರಾಜ್, ಶ್ರುತಿ [333, 768, 408, 782]
commodity-name: ಕ್ಯಾರೆಟ್ [1305, 1012, 1334, 1027]
commodity-price-range: 900-1200 [1436, 1030, 1482, 1044]
page-label: ದ್ವಿತೀಯ ಪುಟ [332, 40, 388, 54]
obituary-body: ಕೋಲಾರ ಜ.೧೪- ನಗರದ ಹಿರಿಯ ವರ್ತಕ ಹಾಗೂ ಸಮಾಜ ಸೇವಕ ಡಿ.ವಿ.ಸತ್ಯನಾರಾಯಣಶೆಟ್ಟಿ (೮೬) ನಿಧನರಾದರು. ಮೃತರು ಪತ್ನಿ, ಪುತ್ರರು, ಪುತ್ರಿಯರು ಸೇರಿ ಅಪಾರ ಬಂಧು ಬಳಗವನ್ನು ಅಗಲಿದ್ದಾರೆ. ನಗರದ ವಿವಿಧ ಸಂಘ ಸಂಸ್ಥೆಗಳಲ್ಲಿ ಸೇವೆ ಸಲ್ಲಿಸಿದ್ದ ಅವರ ಅಂತ್ಯಕ್ರಿಯೆ ಇಂದು ನಡೆಯಲಿದೆ. [471, 1292, 673, 1379]
poem-line: ತರುತಿರಲಿ ಸುಖಸಿರಿ [690, 784, 763, 799]
story-paragraph: ಕ್ಷೇತ್ರ ಸಂಪನ್ಮೂಲ ವ್ಯಕ್ತಿಗಳು ಮಾತನಾಡಿ ಜಿಲ್ಲೆಯ ಸರ್ಕಾರಿ ಶಾಲೆಗಳಲ್ಲಿ ಕಲಿಕಾ ಗುಣಮಟ್ಟ ಸುಧಾರಣೆಗೆ ಹಮ್ಮಿಕೊಂಡಿರುವ ಚಟುವಟಿಕೆಗಳ ಕುರಿತು ವಿವರಿಸಿದರು. ಮಕ್ಕಳಿಂದ ಸಾಂಸ್ಕೃತಿಕ ಕಾರ್ಯಕ್ರಮಗಳು ನಡೆದವು. ಮುತ್ತಿನ ಪಲ್ಲಕ್ಕಿಯಲ್ಲಿ ಮಕ್ಕಳ ಮೆರವಣಿಗೆ ಗಮನ ಸೆಳೆಯಿತು. [888, 1554, 1287, 1616]
commodity-name: ಎಲೆಕೋಸು [1305, 978, 1348, 992]
poem-attribution: – ಮೈ.ಸತೀಶಕುಮಾರ ಬಂಗಾರಪೇಟೆ [1148, 390, 1282, 405]
tv-listing-item: ಆನಂದ್, ಶ್ರುತಿ [344, 1320, 398, 1334]
tv-listing-item: ಇಂದು ಮ. ೨-೩೦ಕ್ಕೆ [333, 1691, 409, 1705]
program-entry [115, 866, 275, 1105]
commodity-name: ಹಾಗಲಕಾಯಿ [1305, 943, 1354, 958]
tv-listing-item: ಗಡಿಬಿಡಿ ಗಂಡ [336, 805, 406, 824]
vivekananda-side-text [1155, 570, 1287, 939]
story-paragraph: ಹಳ್ಳಿಗಳಲ್ಲಿ ಹೊಸ ಮಡಿಕೆಯಲ್ಲಿ ಅಕ್ಕಿ ಬೇಳೆ ಹಾಕಿ ಹಾಲು ಉಕ್ಕಿಸಿ ಮಾಡುವ ಪೊಂಗಲ್ ಅಥವಾ ಹುಗ್ಗಿ ಈ ಹಬ್ಬದ ವಿಶೇಷ. ಹೊಸ ಬಟ್ಟೆ ತೊಟ್ಟ ಮಕ್ಕಳಿಗೆ ಎಳ್ಳು ಬೀರುವ ಸಂಭ್ರಮ. [471, 646, 673, 707]
vivekananda-headline: ಬಂಗಾರಪೇಟೆಯಲ್ಲಿ ಸ್ವಾಮಿ ವಿವೇಕಾನಂದ ಸ್ಮರಣೆ [849, 511, 1220, 539]
poem-lines [682, 615, 884, 834]
pongal-pot-illustration [471, 122, 673, 304]
tv-listings-column [285, 428, 458, 2236]
story-paragraph: ಇಟ್ಟು, ಅರಿಶಿನ ದಾರದಲ್ಲಿ ಹಸಿ ಅರಿಶಿನ ಗಡ್ಡೆ ಮಡಿಕೆಗೆ ಕಟ್ಟಿ ಒಲೆಯ ಮೇಲಿಟ್ಟು ಮಡಿಕೆಯಲ್ಲಿ ಅಕ್ಕಿ ಬೇಳೆ ಮತ್ತು ಹಾಲು ತುಪ್ಪ ಬೆಲ್ಲಗಳನ್ನು ಮಡಿಕೆಯಲ್ಲಿ ಕುದಿಸಿ ಪೊಂಗಲ್ ಉಕ್ಕಿಸಲಾಗುತ್ತದೆ. ಇದು ಶುಭ ಸಮೃದ್ಧಿಯ ಸಂಕೇತವಾಗಿದೆ. [682, 123, 884, 200]
tv-listing-item: ದೋಣಿ ಸಾಗಲಿ [334, 1357, 408, 1376]
tv-listing-item: ಇಂದು ಬೆಳಿಗ್ಗೆ ೭ ಘಂಟೆಗೆ [325, 605, 418, 619]
poem-line: ಸುಳಿವ ಹೊಸಗಾಳಿಯ ಸಂಚಾರದಲಿ [1100, 301, 1232, 316]
poem-line: ಎಳ್ಳು ಬೆಲ್ಲಗಳ ಸವಿ ಸಂದೇಶದಲಿ [1100, 284, 1221, 298]
sankranti-column-b [682, 122, 884, 505]
tv-listing-item: ಜಗ್ಗೇಶ್, ಕೋಮಲ್ [334, 1264, 408, 1278]
poem-line: ರುಚಿಯಾದ ತುಪ್ಪದ ಫಮಲು [901, 351, 1010, 366]
market-title-line2: ಮಾರುಕಟ್ಟೆ ಧಾರಣೆ [1343, 869, 1444, 890]
market-rate-row [1305, 1097, 1482, 1115]
tv-listing-item: ಕಲರ್ಸ್‌ಕನ್ನಡಸಿನಿಮಾ [292, 1080, 452, 1109]
tv-listing-item: ಇಂದು ರಾತ್ರಿ ೧೦ಕ್ಕೆ [337, 1341, 406, 1355]
